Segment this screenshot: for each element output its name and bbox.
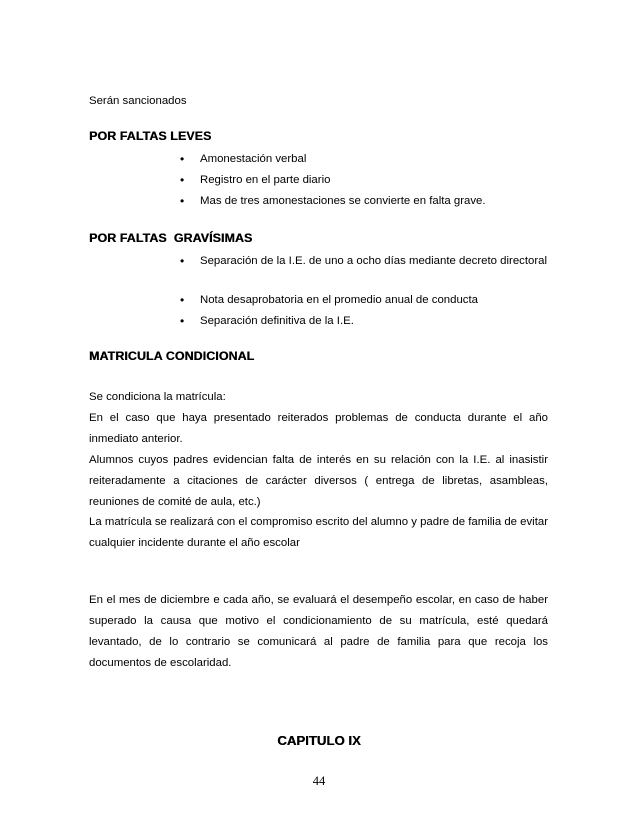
intro-text: Serán sancionados — [89, 95, 187, 107]
list-item-text: Separación de la I.E. de uno a ocho días mediante decreto directoral — [200, 255, 548, 267]
list-item-text: Amonestación verbal — [200, 153, 307, 165]
bullet-icon: • — [180, 173, 185, 187]
bullet-icon: • — [180, 194, 185, 208]
paragraph-padres-desinteres: Alumnos cuyos padres evidencian falta de interés en su relación con la I.E. al inasistir reiteradamente a citaciones de carácter diversos ( entrega de libretas, asambleas, reuniones de comité de aula, etc.) — [89, 454, 548, 508]
bullet-icon: • — [180, 152, 185, 166]
list-item — [180, 311, 548, 331]
chapter-title: CAPITULO IX — [277, 733, 361, 748]
section-heading-matricula-condicional: MATRICULA CONDICIONAL — [89, 349, 255, 363]
section-heading-faltas-leves: POR FALTAS LEVES — [89, 129, 212, 143]
bullet-icon: • — [180, 293, 185, 307]
list-item-text: Separación definitiva de la I.E. — [200, 315, 354, 327]
paragraph-evaluacion-diciembre: En el mes de diciembre e cada año, se evaluará el desempeño escolar, en caso de haber superado la causa que motivo el condicionamiento de su matrícula, esté quedará levantado, de lo contrario se comunicará al padre de familia para que recoja los documentos de escolaridad. — [89, 594, 548, 669]
list-item — [180, 251, 548, 293]
list-item — [180, 149, 548, 169]
list-item — [180, 191, 548, 211]
bullet-icon: • — [180, 314, 185, 328]
section-heading-faltas-gravisimas: POR FALTAS GRAVÍSIMAS — [89, 231, 253, 245]
paragraph-reiterados-problemas: En el caso que haya presentado reiterados problemas de conducta durante el año inmediato anterior. — [89, 412, 548, 445]
page-number: 44 — [312, 774, 326, 788]
list-item-text: Mas de tres amonestaciones se convierte en falta grave. — [200, 195, 486, 207]
list-item-text: Nota desaprobatoria en el promedio anual de conducta — [200, 294, 478, 306]
bullet-icon: • — [180, 254, 185, 268]
list-item — [180, 290, 548, 310]
matricula-intro: Se condiciona la matrícula: — [89, 391, 226, 403]
paragraph-compromiso-escrito: La matrícula se realizará con el compromiso escrito del alumno y padre de familia de evitar cualquier incidente durante el año escolar — [89, 516, 549, 549]
list-item — [180, 170, 548, 190]
list-item-text: Registro en el parte diario — [200, 174, 331, 186]
